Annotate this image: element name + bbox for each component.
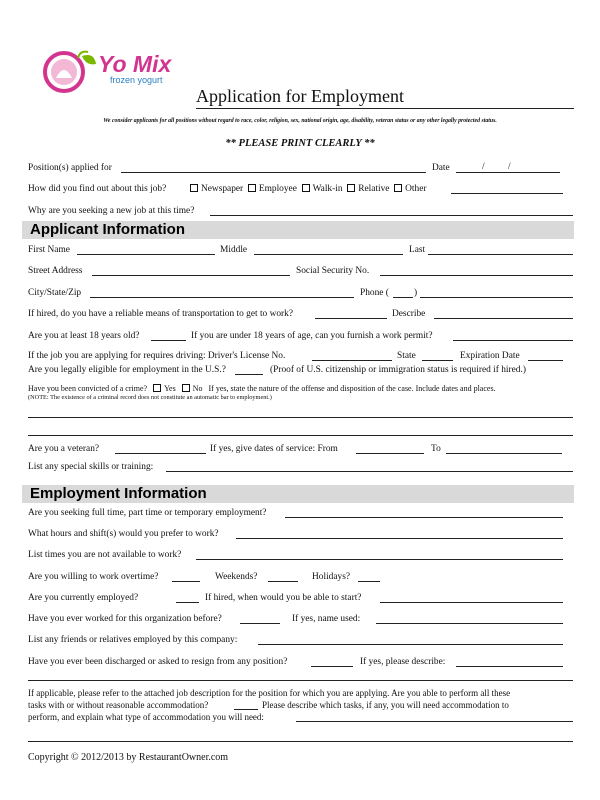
state-input[interactable]	[422, 360, 453, 361]
overtime-label: Are you willing to work overtime?	[28, 572, 159, 582]
proof-note: (Proof of U.S. citizenship or immigration status is required if hired.)	[270, 365, 526, 375]
transport-label: If hired, do you have a reliable means of transportation to get to work?	[28, 309, 294, 319]
why-label: Why are you seeking a new job at this time?	[28, 206, 195, 216]
date-slash: /	[482, 162, 485, 172]
holidays-input[interactable]	[358, 581, 380, 582]
age18-label: Are you at least 18 years old?	[28, 331, 140, 341]
title-rule	[196, 108, 574, 109]
hours-label: What hours and shift(s) would you prefer to work?	[28, 529, 219, 539]
eligible-input[interactable]	[235, 374, 263, 375]
how-found-label: How did you find out about this job?	[28, 184, 167, 194]
brand-tagline: frozen yogurt	[110, 75, 163, 85]
page-title: Application for Employment	[196, 86, 404, 106]
transport-input[interactable]	[315, 318, 387, 319]
veteran-input[interactable]	[115, 453, 206, 454]
source-options	[190, 183, 427, 195]
employee-checkbox[interactable]: Employee	[248, 184, 297, 194]
positions-label: Position(s) applied for	[28, 163, 112, 173]
applicant-section-header: Applicant Information	[22, 221, 574, 239]
friends-label: List any friends or relatives employed by this company:	[28, 635, 238, 645]
unavailable-input[interactable]	[196, 559, 563, 560]
expiration-label: Expiration Date	[460, 351, 520, 361]
permit-input[interactable]	[453, 340, 573, 341]
date-label: Date	[432, 163, 450, 173]
skills-input[interactable]	[166, 471, 573, 472]
accommodation-line-2b: Please describe which tasks, if any, you will need accommodation to	[262, 700, 509, 710]
phone-area-input[interactable]	[393, 297, 413, 298]
expiration-input[interactable]	[528, 360, 563, 361]
skills-label: List any special skills or training:	[28, 462, 154, 472]
other-input[interactable]	[451, 193, 563, 194]
discharged-line-2[interactable]	[28, 680, 573, 681]
employed-label: Are you currently employed?	[28, 593, 139, 603]
disclaimer: We consider applicants for all positions without regard to race, color, religion, sex, national origin, age, disability, veteran status or any other legally protected status.	[103, 118, 497, 124]
crime-line-2[interactable]	[28, 435, 573, 436]
permit-label: If you are under 18 years of age, can you furnish a work permit?	[191, 331, 433, 341]
friends-input[interactable]	[258, 644, 563, 645]
license-label: If the job you are applying for requires driving: Driver's License No.	[28, 351, 286, 361]
overtime-input[interactable]	[172, 581, 200, 582]
crime-row	[28, 384, 496, 394]
accommodation-input[interactable]	[296, 721, 573, 722]
employment-type-input[interactable]	[285, 517, 563, 518]
weekends-input[interactable]	[268, 581, 298, 582]
veteran-label: Are you a veteran?	[28, 444, 100, 454]
holidays-label: Holidays?	[312, 572, 351, 582]
crime-detail: If yes, state the nature of the offense and disposition of the case. Include dates and places.	[208, 384, 496, 393]
employment-section-header: Employment Information	[22, 485, 574, 503]
last-label: Last	[409, 245, 426, 255]
city-input[interactable]	[90, 297, 354, 298]
phone-input[interactable]	[420, 297, 573, 298]
crime-yes-checkbox[interactable]: Yes	[153, 384, 176, 393]
start-input[interactable]	[380, 602, 563, 603]
yogurt-logo-icon	[42, 48, 98, 94]
accommodation-line-1: If applicable, please refer to the attached job description for the position for which you are applying. Are you able to perform all these	[28, 688, 511, 698]
middle-input[interactable]	[254, 254, 403, 255]
phone-close: )	[414, 288, 418, 298]
employed-input[interactable]	[176, 602, 199, 603]
accommodation-line-2a: tasks with or without reasonable accommodation?	[28, 700, 209, 710]
print-notice: ** PLEASE PRINT CLEARLY **	[225, 138, 375, 149]
other-checkbox[interactable]: Other	[394, 184, 426, 194]
hours-input[interactable]	[236, 538, 563, 539]
discharged-input[interactable]	[311, 666, 353, 667]
copyright: Copyright © 2012/2013 by RestaurantOwner.com	[28, 752, 229, 763]
walkin-checkbox[interactable]: Walk-in	[302, 184, 343, 194]
service-from-input[interactable]	[356, 453, 424, 454]
first-name-label: First Name	[28, 245, 70, 255]
relative-checkbox[interactable]: Relative	[347, 184, 389, 194]
accommodation-line-3: perform, and explain what type of accommodation you will need:	[28, 712, 264, 722]
eligible-label: Are you legally eligible for employment in the U.S.?	[28, 365, 226, 375]
accommodation-line-extra[interactable]	[28, 741, 573, 742]
describe-label: Describe	[392, 309, 426, 319]
phone-label: Phone (	[360, 288, 389, 298]
city-label: City/State/Zip	[28, 288, 82, 298]
brand-name: Yo Mix	[98, 51, 172, 77]
discharged-label: Have you ever been discharged or asked to resign from any position?	[28, 657, 288, 667]
crime-line-1[interactable]	[28, 417, 573, 418]
please-describe-label: If yes, please describe:	[360, 657, 446, 667]
state-label: State	[397, 351, 416, 361]
ssn-label: Social Security No.	[296, 266, 370, 276]
date-slash: /	[508, 162, 511, 172]
name-used-input[interactable]	[376, 623, 563, 624]
employment-type-label: Are you seeking full time, part time or temporary employment?	[28, 508, 267, 518]
crime-no-checkbox[interactable]: No	[182, 384, 203, 393]
logo	[42, 48, 182, 94]
crime-note: (NOTE: The existence of a criminal record does not constitute an automatic bar to employment.)	[28, 394, 272, 401]
why-input[interactable]	[210, 215, 573, 216]
describe-input[interactable]	[434, 318, 573, 319]
crime-label: Have you been convicted of a crime?	[28, 384, 148, 393]
worked-before-label: Have you ever worked for this organization before?	[28, 614, 222, 624]
street-label: Street Address	[28, 266, 83, 276]
ssn-input[interactable]	[380, 275, 573, 276]
please-describe-input[interactable]	[456, 666, 563, 667]
last-input[interactable]	[428, 254, 573, 255]
worked-before-input[interactable]	[240, 623, 280, 624]
accommodation-able-input[interactable]	[234, 709, 258, 710]
to-label: To	[431, 444, 441, 454]
middle-label: Middle	[220, 245, 248, 255]
name-used-label: If yes, name used:	[292, 614, 361, 624]
first-name-input[interactable]	[77, 254, 215, 255]
newspaper-checkbox[interactable]: Newspaper	[190, 184, 243, 194]
service-to-input[interactable]	[446, 453, 562, 454]
age18-input[interactable]	[151, 340, 186, 341]
unavailable-label: List times you are not available to work?	[28, 550, 182, 560]
service-label: If yes, give dates of service: From	[210, 444, 338, 454]
license-input[interactable]	[312, 360, 392, 361]
start-label: If hired, when would you be able to start?	[205, 593, 362, 603]
positions-input[interactable]	[121, 172, 426, 173]
weekends-label: Weekends?	[215, 572, 258, 582]
street-input[interactable]	[92, 275, 290, 276]
